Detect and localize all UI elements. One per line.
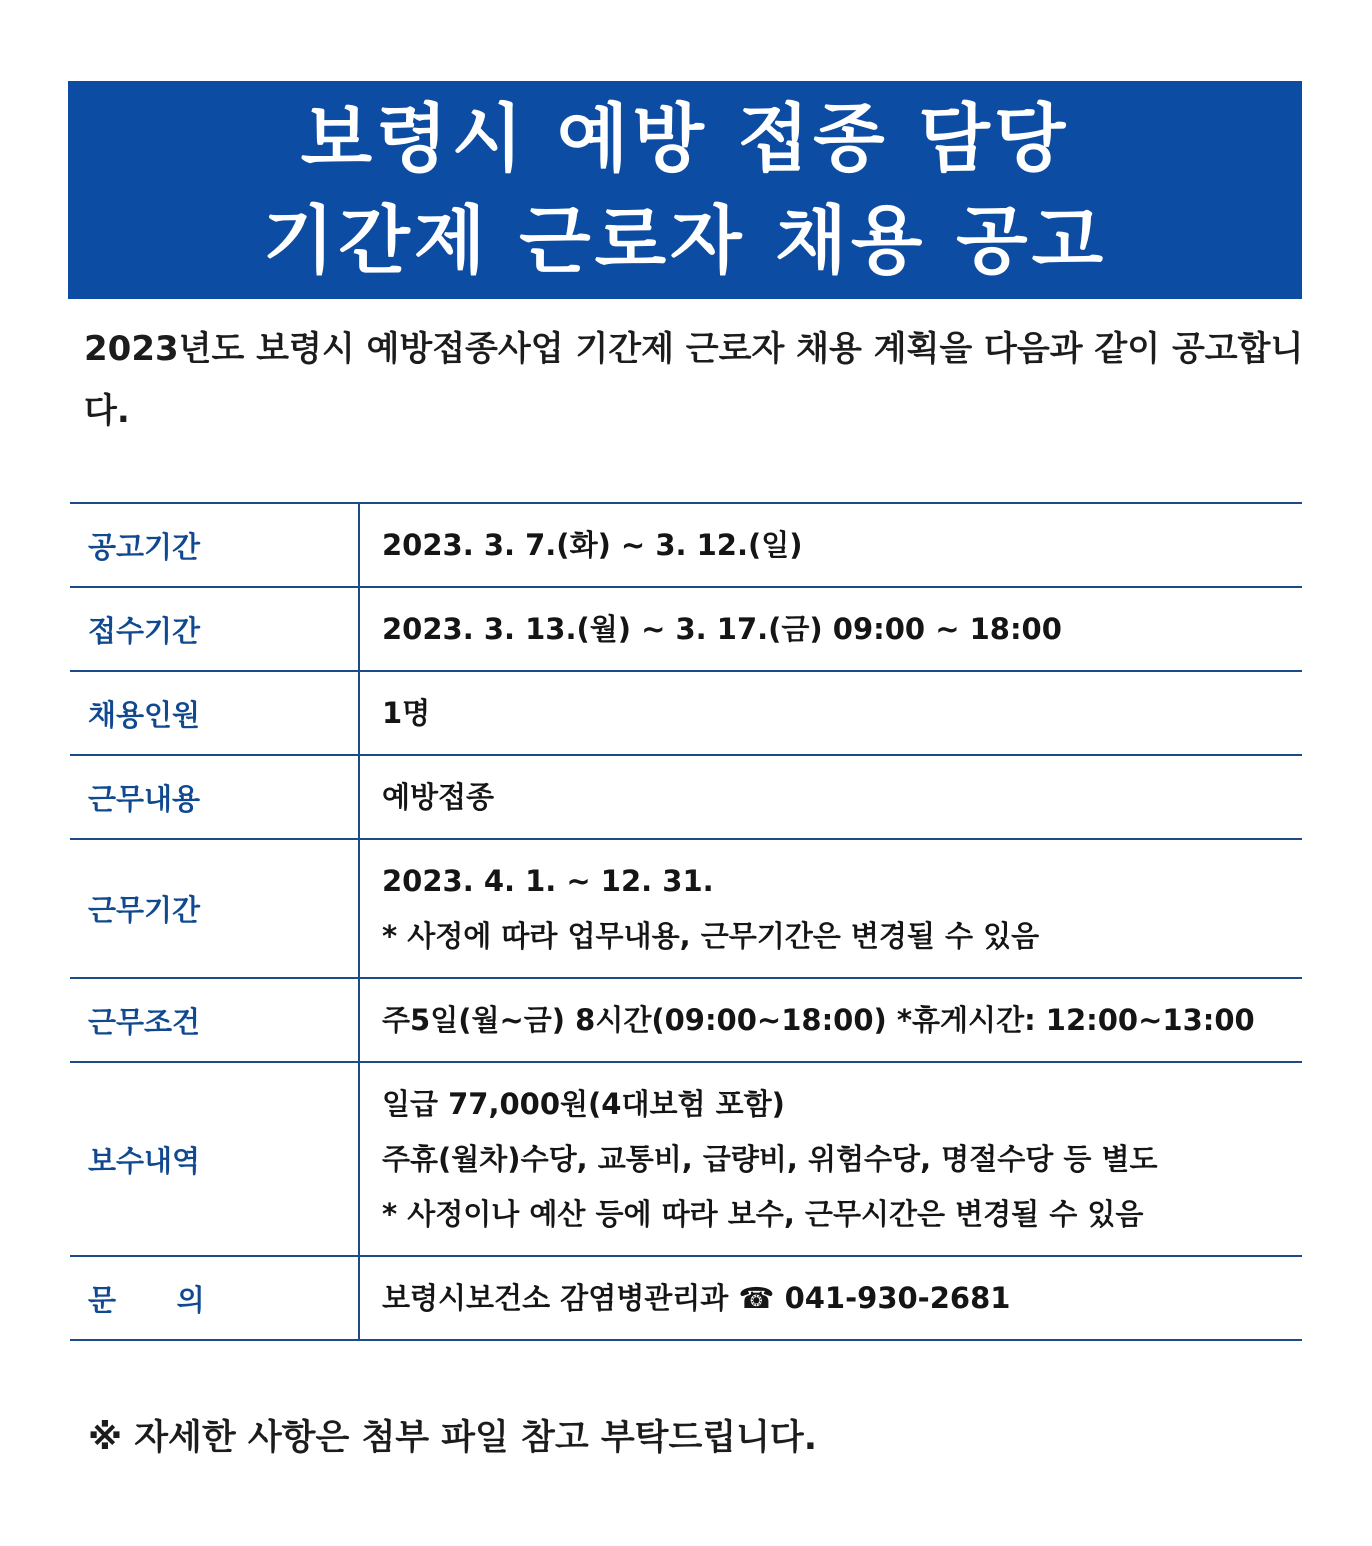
- row-label: 근무내용: [70, 755, 359, 839]
- row-value: [359, 671, 1302, 755]
- row-label: 근무조건: [70, 978, 359, 1062]
- table-row: [70, 587, 1302, 671]
- value-line: 1명: [382, 695, 431, 730]
- value-line: 일급 77,000원(4대보험 포함): [382, 1086, 785, 1121]
- row-value: [359, 978, 1302, 1062]
- value-line: 주5일(월~금) 8시간(09:00~18:00) *휴게시간: 12:00~13:00: [382, 1002, 1255, 1037]
- row-value: [359, 1256, 1302, 1340]
- table-row: [70, 671, 1302, 755]
- title-line-2: 기간제 근로자 채용 공고: [262, 198, 1108, 284]
- value-line: 보령시보건소 감염병관리과 ☎ 041-930-2681: [382, 1280, 1011, 1315]
- row-label: 문 의: [70, 1256, 359, 1340]
- intro-text: 2023년도 보령시 예방접종사업 기간제 근로자 채용 계획을 다음과 같이 공고합니다.: [84, 329, 1304, 431]
- recruitment-details-table: [70, 502, 1302, 1341]
- row-label: 접수기간: [70, 587, 359, 671]
- table-row: [70, 839, 1302, 978]
- row-value: [359, 755, 1302, 839]
- value-line: * 사정에 따라 업무내용, 근무기간은 변경될 수 있음: [382, 918, 1040, 953]
- footer-note: ※ 자세한 사항은 첨부 파일 참고 부탁드립니다.: [88, 1418, 818, 1458]
- table-row: [70, 503, 1302, 587]
- value-line: * 사정이나 예산 등에 따라 보수, 근무시간은 변경될 수 있음: [382, 1196, 1144, 1231]
- table-row: [70, 755, 1302, 839]
- value-line: 2023. 3. 13.(월) ~ 3. 17.(금) 09:00 ~ 18:00: [382, 611, 1062, 646]
- row-label: 보수내역: [70, 1062, 359, 1256]
- title-line-1: 보령시 예방 접종 담당: [300, 96, 1070, 182]
- row-value: [359, 839, 1302, 978]
- value-line: 예방접종: [382, 779, 495, 814]
- table-row: [70, 1256, 1302, 1340]
- value-line: 주휴(월차)수당, 교통비, 급량비, 위험수당, 명절수당 등 별도: [382, 1141, 1158, 1176]
- row-value: [359, 587, 1302, 671]
- table-row: [70, 978, 1302, 1062]
- table-row: [70, 1062, 1302, 1256]
- row-label: 공고기간: [70, 503, 359, 587]
- row-label: 근무기간: [70, 839, 359, 978]
- row-value: [359, 1062, 1302, 1256]
- row-value: [359, 503, 1302, 587]
- title-banner: [68, 81, 1302, 299]
- value-line: 2023. 3. 7.(화) ~ 3. 12.(일): [382, 527, 803, 562]
- value-line: 2023. 4. 1. ~ 12. 31.: [382, 863, 714, 898]
- row-label: 채용인원: [70, 671, 359, 755]
